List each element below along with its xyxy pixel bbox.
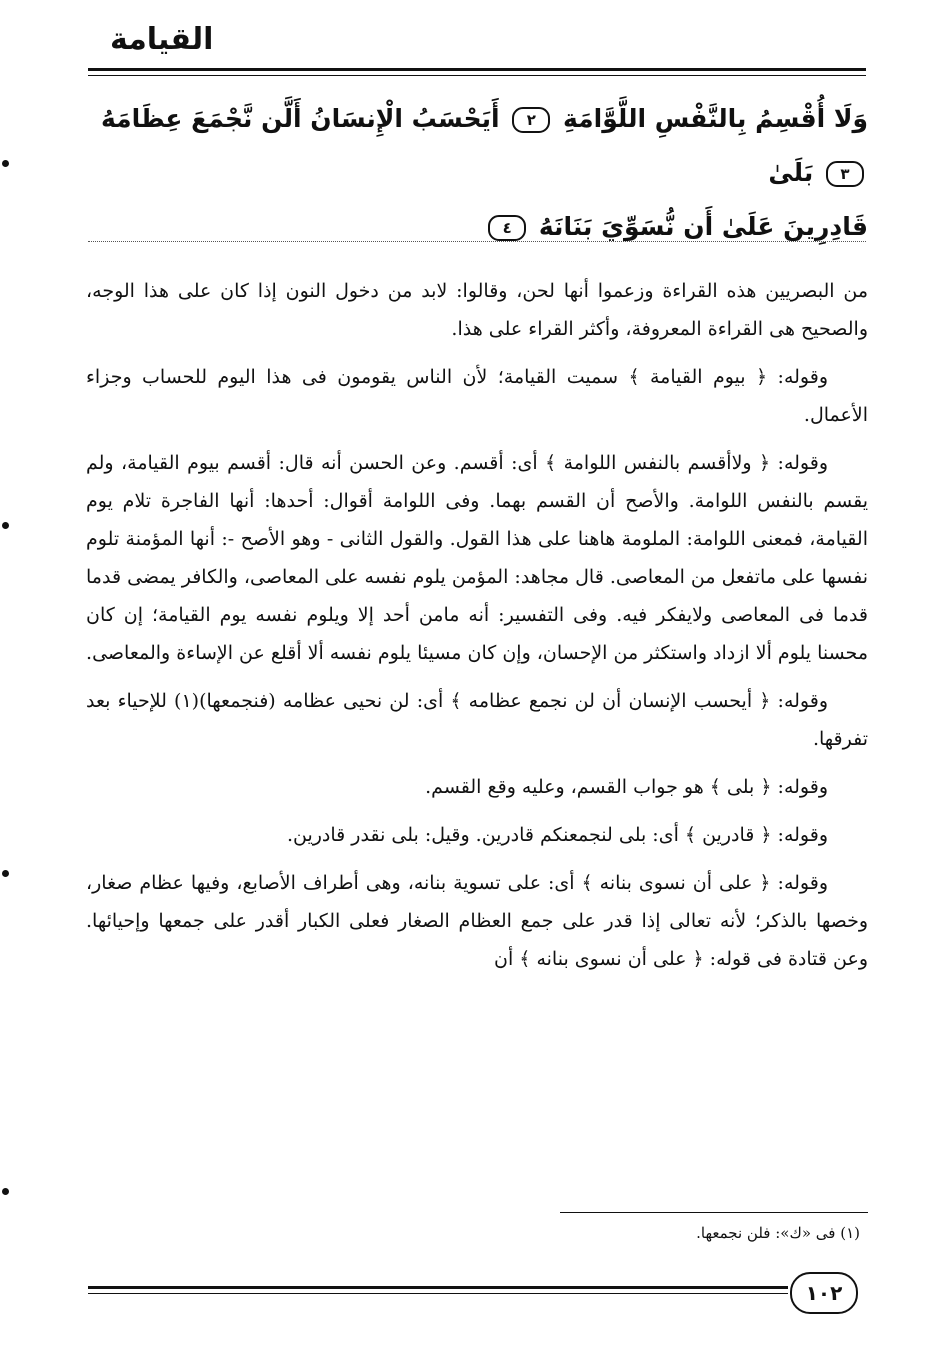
commentary-body <box>86 272 868 988</box>
ayah-number-marker: ٢ <box>512 107 550 133</box>
paragraph: وقوله: ﴿ بلى ﴾ هو جواب القسم، وعليه وقع القسم. <box>425 776 828 798</box>
margin-mark <box>2 1188 9 1195</box>
verse-text: أَيَحْسَبُ الْإِنسَانُ أَلَّن نَّجْمَعَ عِظَامَهُ <box>100 104 500 133</box>
footnote: (١) فى «ك»: فلن نجمعها. <box>696 1224 860 1242</box>
paragraph: وقوله: ﴿ على أن نسوى بنانه ﴾ أى: على تسوية بنانه، وهى أطراف الأصابع، وفيها عظام صغار، وخصها بالذكر؛ لأنه تعالى إذا قدر على جمع العظام الصغار فعلى الكبار أقدر على جمعها وإحيائها. وعن قتادة فى قوله: ﴿ على أن نسوى بنانه ﴾ أن <box>86 872 868 970</box>
footer-rule-thick <box>88 1286 788 1289</box>
verse-line-1 <box>86 92 868 200</box>
verse-line-2 <box>86 200 868 254</box>
footnote-rule <box>560 1212 868 1213</box>
quran-verses <box>86 92 868 254</box>
section-divider <box>88 241 866 242</box>
paragraph: من البصريين هذه القراءة وزعموا أنها لحن، وقالوا: لابد من دخول النون إذا كان على هذا الوجه، والصحيح هى القراءة المعروفة، وأكثر القراء على هذا. <box>86 280 868 340</box>
paragraph: وقوله: ﴿ ولاأقسم بالنفس اللوامة ﴾ أى: أقسم. وعن الحسن أنه قال: أقسم بيوم القيامة، ولم يقسم بالنفس اللوامة. والأصح أن القسم بهما. وفى اللوامة أقوال: أحدها: أنها الفاجرة تلام يوم القيامة، فمعنى اللوامة: الملومة هاهنا على هذا القول. والقول الثانى - وهو الأصح -: أنها المؤمنة تلوم نفسها على ماتفعل من المعاصى. قال مجاهد: المؤمن يلوم نفسه على المعاصى، والكافر يمضى قدما قدما فى المعاصى ولايفكر فيه. وفى التفسير: أنه مامن أحد إلا ويلوم نفسه يوم القيامة؛ إن كان محسنا يلوم ألا ازداد واستكثر من الإحسان، وإن كان مسيئا يلوم نفسه ألا أقلع عن الإساءة والمعاصى. <box>86 452 868 664</box>
margin-mark <box>2 522 9 529</box>
margin-mark <box>2 870 9 877</box>
header-rule-thin <box>88 75 866 76</box>
page-number: ١٠٢ <box>790 1272 858 1314</box>
verse-text: بَلَىٰ <box>768 158 814 187</box>
running-title: القيامة <box>110 22 214 57</box>
ayah-number-marker: ٤ <box>488 215 526 241</box>
margin-mark <box>2 160 9 167</box>
verse-text: قَادِرِينَ عَلَىٰ أَن نُّسَوِّيَ بَنَانَهُ <box>538 212 868 241</box>
footer-rule-thin <box>88 1293 788 1294</box>
verse-text: وَلَا أُقْسِمُ بِالنَّفْسِ اللَّوَّامَةِ <box>563 104 868 133</box>
paragraph: وقوله: ﴿ بيوم القيامة ﴾ سميت القيامة؛ لأن الناس يقومون فى هذا اليوم للحساب وجزاء الأعمال. <box>86 366 868 426</box>
ayah-number-marker: ٣ <box>826 161 864 187</box>
paragraph: وقوله: ﴿ قادرين ﴾ أى: بلى لنجمعنكم قادرين. وقيل: بلى نقدر قادرين. <box>286 824 828 846</box>
paragraph: وقوله: ﴿ أيحسب الإنسان أن لن نجمع عظامه ﴾ أى: لن نحيى عظامه (فنجمعها)(١) للإحياء بعد تفرقها. <box>86 690 868 750</box>
header-rule-thick <box>88 68 866 71</box>
